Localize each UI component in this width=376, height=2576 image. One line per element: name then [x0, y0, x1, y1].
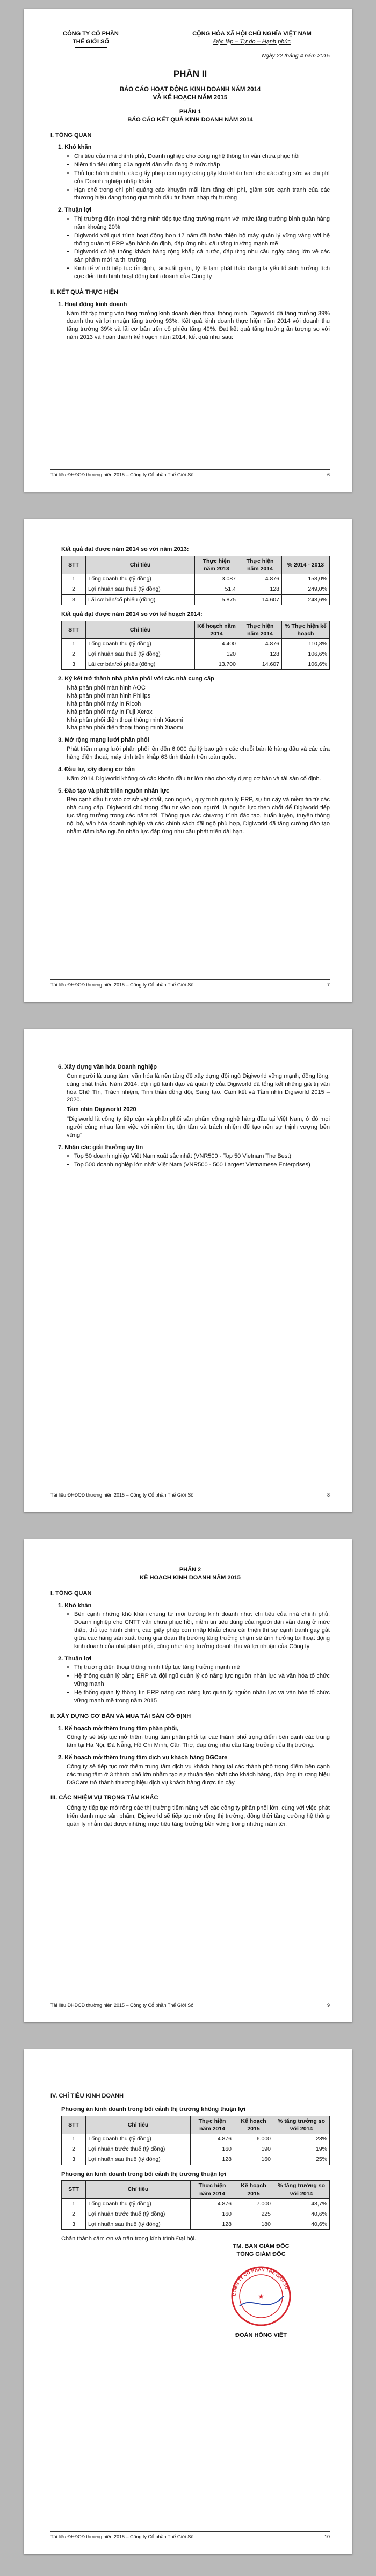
- column-header: Kế hoạch 2015: [234, 2116, 273, 2134]
- paragraph: Công ty sẽ tiếp tục mở thêm trung tâm dịch vụ khách hàng tại các thành phố trọng điểm bên cạnh các trung tâm ở 3 thành phố lớn nhằm tạo sự thuận tiện nhất cho khách hàng, đáp ứng thương hiệu DGCare trở thành thương hiệu dịch vụ khách hàng được tin cậy.: [67, 1763, 330, 1786]
- table-cell: 160: [191, 2144, 234, 2154]
- list-item: Nhà phân phối màn hình AOC: [67, 685, 146, 692]
- subsection-heading: 2. Kế hoạch mở thêm trung tâm dịch vụ khách hàng DGCare: [58, 1754, 228, 1761]
- subsection-heading: 1. Hoạt động kinh doanh: [58, 301, 127, 308]
- footer-text: Tài liệu ĐHĐCĐ thường niên 2015 – Công ty Cổ phần Thế Giới Số: [50, 982, 194, 988]
- table-row: [62, 2154, 330, 2165]
- list-item: Nhà phân phối màn hình Philips: [67, 693, 150, 700]
- closing-line: Chân thành cảm ơn và trân trọng kính trình Đại hội.: [61, 2236, 197, 2243]
- table-cell: 40,6%: [273, 2219, 330, 2230]
- table-cell: 180: [234, 2219, 273, 2230]
- table-cell: 2: [62, 2209, 86, 2219]
- column-header: Chỉ tiêu: [86, 621, 195, 638]
- stamp-ring-text: CÔNG TY CỔ PHẦN THẾ GIỚI SỐ: [231, 2266, 290, 2296]
- footer-text: Tài liệu ĐHĐCĐ thường niên 2015 – Công ty Cổ phần Thế Giới Số: [50, 1492, 194, 1498]
- list-item: • Niềm tin tiêu dùng của người dân vẫn đang ở mức thấp: [74, 161, 330, 169]
- subsection-heading: 1. Kế hoạch mở thêm trung tâm phân phối,: [58, 1725, 179, 1732]
- list-item: • Top 500 doanh nghiệp lớn nhất Việt Nam (VNR500 - 500 Largest Vietnamese Enterprises): [74, 1161, 330, 1169]
- table-cell: 40,6%: [273, 2209, 330, 2219]
- paragraph: Con người là trung tâm, văn hóa là nền tảng để xây dựng đội ngũ Digiworld vững mạnh, đồng lòng, cùng phát triển. Năm 2014, đội ngũ lãnh đạo và quản lý của Digiworld đã tổng kết những giá trị văn hóa Chữ Tín, Trách nhiệm, Tinh thần đồng đội, Sáng tạo. Cam kết và Tầm nhìn Digiworld 2015 – 2020.: [67, 1072, 330, 1104]
- table-cell: 14.607: [238, 594, 282, 605]
- list-item: • Thủ tục hành chính, các giấy phép con ngày càng gây khó khăn hơn cho các công sức và chi phí của Doanh nghiệp nhập khẩu: [74, 170, 330, 186]
- table-cell: 2: [62, 2144, 86, 2154]
- page-6: [24, 9, 352, 492]
- table-cell: Lợi nhuận sau thuế (tỷ đồng): [86, 649, 195, 659]
- table-cell: 3: [62, 594, 86, 605]
- column-header: STT: [62, 621, 86, 638]
- column-header: Chỉ tiêu: [86, 556, 195, 574]
- list-item: Nhà phân phối máy in Ricoh: [67, 700, 141, 707]
- subsection-heading: 2. Ký kết trở thành nhà phân phối với các nhà cung cấp: [58, 676, 214, 683]
- column-header: % tăng trưởng so với 2014: [273, 2181, 330, 2198]
- table-cell: Tổng doanh thu (tỷ đồng): [86, 2134, 191, 2144]
- column-header: Kế hoạch năm 2014: [195, 621, 238, 638]
- table-row: [62, 2219, 330, 2230]
- table-cell: 3: [62, 659, 86, 670]
- table-cell: 128: [238, 649, 282, 659]
- table-cell: 3: [62, 2154, 86, 2165]
- list-item: • Thị trường điện thoại thông minh tiếp tục tăng trưởng mạnh mẽ: [74, 1664, 330, 1672]
- paragraph: Năm tốt tập trung vào tăng trưởng kinh doanh điện thoại thông minh. Digiworld đã tăng trưởng 39% doanh thu và lợi nhuận tăng trưởng 93%. Kết quả kinh doanh thực hiện năm 2014 với doanh thu tăng trưởng 39% và lãi cơ bản trên cổ phiếu tăng 49%. Đạt kết quả tăng trưởng ấn tượng so với năm 2013 và hoàn thành kế hoạch năm 2014, kết quả như sau:: [67, 310, 330, 341]
- table-header-row: [62, 2116, 330, 2134]
- page-number: 6: [327, 471, 330, 477]
- table-cell: 1: [62, 638, 86, 649]
- column-header: Thực hiện năm 2013: [195, 556, 238, 574]
- table-row: [62, 574, 330, 584]
- table-caption: Kết quả đạt được năm 2014 so với kế hoạch 2014:: [61, 611, 203, 618]
- table-cell: 120: [195, 649, 238, 659]
- table-cell: 110,8%: [282, 638, 330, 649]
- table-cell: 6.000: [234, 2134, 273, 2144]
- section-heading: IV. CHỈ TIÊU KINH DOANH: [50, 2093, 124, 2099]
- advantages-list: [50, 215, 330, 281]
- list-item: • Digiworld với quá trình hoạt động hơn 17 năm đã hoàn thiện bộ máy quản lý vững vàng với hệ thống quản trị ERP vận hành ổn định, đáp ứng nhu cầu tăng trưởng mạnh mẽ: [74, 232, 330, 248]
- signer-role: TM. BAN GIÁM ĐỐC: [233, 2243, 290, 2250]
- list-item: • Thị trường điện thoại thông minh tiếp tục tăng trưởng mạnh với mức tăng trưởng bình quân hàng năm khoảng 20%: [74, 215, 330, 231]
- table-header-row: [62, 621, 330, 638]
- table-cell: 225: [234, 2209, 273, 2219]
- list-item: • Top 50 doanh nghiệp Việt Nam xuất sắc nhất (VNR500 - Top 50 Vietnam The Best): [74, 1152, 330, 1160]
- table-header-row: [62, 556, 330, 574]
- table-cell: 3: [62, 2219, 86, 2230]
- table-cell: 19%: [273, 2144, 330, 2154]
- page-number: 7: [327, 982, 330, 988]
- table-cell: 4.876: [191, 2134, 234, 2144]
- column-header: Thực hiện năm 2014: [238, 556, 282, 574]
- table-cell: 7.000: [234, 2198, 273, 2209]
- vision-heading: Tầm nhìn Digiworld 2020: [67, 1106, 136, 1113]
- column-header: % Thực hiện kế hoạch: [282, 621, 330, 638]
- list-item: • Digiworld có hệ thống khách hàng rộng khắp cả nước, đáp ứng nhu cầu ngày càng lớn về các sản phẩm mới ra thị trường: [74, 248, 330, 264]
- subsection-heading: 3. Mở rộng mạng lưới phân phối: [58, 737, 149, 744]
- part-heading: PHẦN II: [173, 68, 207, 79]
- subsection-heading: 1. Khó khăn: [58, 1602, 92, 1609]
- table-row: [62, 2198, 330, 2209]
- seal-graphic: [229, 2264, 293, 2328]
- page-9: [24, 1539, 352, 2022]
- letterhead: [50, 30, 330, 48]
- company-seal-stamp: [229, 2264, 293, 2328]
- table-cell: 2: [62, 649, 86, 659]
- list-item: • Hệ thống quản lý thông tin ERP nâng cao năng lực quản lý nguồn nhân lực và văn hóa tổ chức vững mạnh mẽ trong năm 2015: [74, 1689, 330, 1705]
- paragraph: Công ty tiếp tục mở rộng các thị trường tiềm năng với các công ty phân phối lớn, cùng với việc phát triển danh mục sản phẩm, Digiworld sẽ tiếp tục mở rộng thị trường, đồng thời tăng cường hệ thống quản lý nhằm đạt được những mục tiêu tăng trưởng bền vững trong những năm tới.: [67, 1805, 330, 1827]
- page-8: [24, 1029, 352, 1512]
- list-item: Nhà phân phối điện thoại thông minh Xiaomi: [67, 724, 183, 731]
- list-item: • Kinh tế vĩ mô tiếp tục ổn định, lãi suất giảm, tỷ lệ lạm phát thấp đang là yếu tố ảnh hưởng tích cực đến tình hình hoạt động kinh doanh của Công ty: [74, 265, 330, 281]
- chapter-label: PHẦN 1: [179, 108, 201, 115]
- table-cell: 14.607: [238, 659, 282, 670]
- table-cell: Lợi nhuận sau thuế (tỷ đồng): [86, 584, 195, 594]
- plan-favorable-table: [61, 2180, 330, 2230]
- table-row: [62, 2209, 330, 2219]
- paragraph: Bên cạnh đầu tư vào cơ sở vật chất, con người, quy trình quản lý ERP, sự tin cậy và niềm tin từ các nhà cung cấp, Digiworld chú trọng đầu tư vào con người, là nguồn lực then chốt để Digiworld tiếp tục tăng trưởng trong các năm tới. Thông qua các chương trình đào tạo, huấn luyện, truyền thông nội bộ, văn hóa doanh nghiệp và các chính sách đãi ngộ phù hợp, Digiworld đã tăng cường đào tạo nhằm đảm bảo nguồn nhân lực đáp ứng nhu cầu phát triển dài hạn.: [67, 796, 330, 835]
- table-caption: Phương án kinh doanh trong bối cảnh thị trường không thuận lợi: [61, 2106, 246, 2113]
- table-cell: Lợi nhuận trước thuế (tỷ đồng): [86, 2144, 191, 2154]
- page-7: [24, 519, 352, 1002]
- table-cell: 160: [234, 2154, 273, 2165]
- footer-text: Tài liệu ĐHĐCĐ thường niên 2015 – Công ty Cổ phần Thế Giới Số: [50, 2534, 194, 2539]
- table-header-row: [62, 2181, 330, 2198]
- subsection-heading: 1. Khó khăn: [58, 144, 92, 151]
- plan-unfavorable-table: [61, 2116, 330, 2165]
- results-2014-vs-2013-table: [61, 556, 330, 605]
- column-header: Chỉ tiêu: [86, 2181, 191, 2198]
- table-row: [62, 638, 330, 649]
- nation-motto: Độc lập – Tự do – Hạnh phúc: [213, 38, 291, 45]
- page-footer: [50, 979, 330, 988]
- list-item: Nhà phân phối điện thoại thông minh Xiaomi: [67, 716, 183, 723]
- list-item: Nhà phân phối máy in Fuji Xerox: [67, 708, 153, 715]
- table-row: [62, 2134, 330, 2144]
- table-cell: 4.400: [195, 638, 238, 649]
- table-caption: Phương án kinh doanh trong bối cảnh thị trường thuận lợi: [61, 2171, 227, 2178]
- section-heading: II. XÂY DỰNG CƠ BẢN VÀ MUA TÀI SẢN CỐ ĐỊNH: [50, 1713, 191, 1719]
- signature-block: [207, 2243, 315, 2340]
- awards-list: [50, 1152, 330, 1169]
- table-cell: 25%: [273, 2154, 330, 2165]
- table-caption: Kết quả đạt được năm 2014 so với năm 2013:: [61, 546, 189, 553]
- signer-title: TỔNG GIÁM ĐỐC: [236, 2251, 286, 2258]
- table-cell: Lợi nhuận sau thuế (tỷ đồng): [86, 2219, 191, 2230]
- column-header: STT: [62, 2181, 86, 2198]
- column-header: Thực hiện năm 2014: [238, 621, 282, 638]
- table-cell: 106,6%: [282, 659, 330, 670]
- table-cell: Tổng doanh thu (tỷ đồng): [86, 638, 195, 649]
- table-cell: Lãi cơ bản/cổ phiếu (đồng): [86, 594, 195, 605]
- table-cell: 43,7%: [273, 2198, 330, 2209]
- table-row: [62, 659, 330, 670]
- page-footer: [50, 469, 330, 478]
- column-header: Chỉ tiêu: [86, 2116, 191, 2134]
- chapter-title: KẾ HOẠCH KINH DOANH NĂM 2015: [140, 1574, 241, 1581]
- table-cell: Tổng doanh thu (tỷ đồng): [86, 574, 195, 584]
- svg-text:★: ★: [258, 2293, 264, 2300]
- org-name-line1: CÔNG TY CỔ PHẦN: [63, 31, 119, 37]
- section-heading: I. TỔNG QUAN: [50, 1590, 92, 1597]
- table-cell: 190: [234, 2144, 273, 2154]
- list-item: • Hệ thống quản lý bằng ERP và đội ngũ quản lý có năng lực nguồn nhân lực và văn hóa tổ chức vững mạnh: [74, 1672, 330, 1688]
- subsection-heading: 5. Đào tạo và phát triển nguồn nhân lực: [58, 787, 170, 794]
- list-item: • Chi tiêu của nhà chính phủ, Doanh nghiệp cho công nghệ thông tin vẫn chưa phục hồi: [74, 153, 330, 161]
- table-row: [62, 2144, 330, 2154]
- paragraph: Phát triển mạng lưới phân phối lên đến 6.000 đại lý bao gồm các chuỗi bán lẻ hàng đầu và các cửa hàng điện thoại, máy tính trên khắp 63 tỉnh thành trên toàn quốc.: [67, 746, 330, 760]
- footer-text: Tài liệu ĐHĐCĐ thường niên 2015 – Công ty Cổ phần Thế Giới Số: [50, 2002, 194, 2008]
- table-cell: 160: [191, 2209, 234, 2219]
- list-item: • Hạn chế trong chi phí quảng cáo khuyến mãi làm tăng chi phí, giảm sức cạnh tranh của các thương hiệu đang trong quá trình đầu tư thâm nhập thị trường: [74, 186, 330, 202]
- subsection-heading: 4. Đầu tư, xây dựng cơ bản: [58, 766, 135, 773]
- chapter-label: PHẦN 2: [179, 1566, 201, 1573]
- table-cell: 1: [62, 574, 86, 584]
- page-footer: [50, 2000, 330, 2008]
- page-number: 9: [327, 2002, 330, 2008]
- subsection-heading: 7. Nhận các giải thưởng uy tín: [58, 1144, 143, 1151]
- difficulties-list: [50, 153, 330, 202]
- page-footer: [50, 2531, 330, 2540]
- table-row: [62, 649, 330, 659]
- distributor-list: [67, 684, 330, 732]
- column-header: Thực hiện năm 2014: [191, 2116, 234, 2134]
- table-cell: 106,6%: [282, 649, 330, 659]
- signer-name: ĐOÀN HỒNG VIỆT: [235, 2332, 287, 2339]
- subsection-heading: 2. Thuận lợi: [58, 207, 92, 214]
- column-header: STT: [62, 2116, 86, 2134]
- nation-title: CỘNG HÒA XÃ HỘI CHỦ NGHĨA VIỆT NAM: [192, 31, 312, 37]
- table-cell: Lãi cơ bản/cổ phiếu (đồng): [86, 659, 195, 670]
- column-header: STT: [62, 556, 86, 574]
- paragraph: Công ty sẽ tiếp tục mở thêm trung tâm phân phối tại các thành phố trọng điểm bên cạnh các trung tâm tại Hà Nội, Đà Nẵng, Hồ Chí Minh, Cần Thơ, đáp ứng nhu cầu tăng trưởng của thị trường.: [67, 1734, 330, 1749]
- column-header: Thực hiện năm 2014: [191, 2181, 234, 2198]
- table-cell: 2: [62, 584, 86, 594]
- page-number: 10: [324, 2534, 330, 2539]
- footer-text: Tài liệu ĐHĐCĐ thường niên 2015 – Công ty Cổ phần Thế Giới Số: [50, 471, 194, 477]
- table-cell: 249,0%: [282, 584, 330, 594]
- results-2014-vs-plan-table: [61, 621, 330, 670]
- table-cell: 3.087: [195, 574, 238, 584]
- org-name-line2: THẾ GIỚI SỐ: [72, 38, 110, 45]
- chapter-title: BÁO CÁO KẾT QUẢ KINH DOANH NĂM 2014: [127, 116, 253, 123]
- section-heading: I. TỔNG QUAN: [50, 132, 92, 139]
- document-date: Ngày 22 tháng 4 năm 2015: [262, 52, 330, 59]
- table-cell: 23%: [273, 2134, 330, 2144]
- column-header: Kế hoạch 2015: [234, 2181, 273, 2198]
- page-number: 8: [327, 1492, 330, 1498]
- table-cell: Lợi nhuận trước thuế (tỷ đồng): [86, 2209, 191, 2219]
- table-cell: 1: [62, 2134, 86, 2144]
- table-cell: 128: [191, 2154, 234, 2165]
- table-cell: 158,0%: [282, 574, 330, 584]
- table-cell: 4.876: [238, 638, 282, 649]
- table-cell: 51,4: [195, 584, 238, 594]
- column-header: % 2014 - 2013: [282, 556, 330, 574]
- column-header: % tăng trưởng so với 2014: [273, 2116, 330, 2134]
- table-cell: 4.876: [238, 574, 282, 584]
- difficulties-list: [50, 1610, 330, 1650]
- subsection-heading: 6. Xây dựng văn hóa Doanh nghiệp: [58, 1064, 157, 1070]
- table-cell: 4.876: [191, 2198, 234, 2209]
- table-cell: 248,6%: [282, 594, 330, 605]
- table-cell: 128: [191, 2219, 234, 2230]
- report-title-line2: VÀ KẾ HOẠCH NĂM 2015: [153, 95, 228, 101]
- subsection-heading: 2. Thuận lợi: [58, 1655, 92, 1662]
- table-cell: 1: [62, 2198, 86, 2209]
- table-cell: 5.875: [195, 594, 238, 605]
- table-cell: Lợi nhuận sau thuế (tỷ đồng): [86, 2154, 191, 2165]
- table-cell: 128: [238, 584, 282, 594]
- paragraph: Năm 2014 Digiworld không có các khoản đầu tư lớn nào cho xây dựng cơ bản và tài sản cố định.: [67, 775, 321, 782]
- vision-quote: "Digiworld là công ty tiếp cận và phân phối sản phẩm công nghệ hàng đầu tại Việt Nam, ở đó mọi người cùng nhau làm việc với niềm tin, tận tâm và trách nhiệm để tạo nên sự thịnh vượng bền vững": [67, 1116, 330, 1138]
- page-footer: [50, 1490, 330, 1498]
- table-cell: 13.700: [195, 659, 238, 670]
- section-heading: III. CÁC NHIỆM VỤ TRỌNG TÂM KHÁC: [50, 1795, 158, 1802]
- page-10: [24, 2049, 352, 2554]
- table-row: [62, 584, 330, 594]
- advantages-list: [50, 1664, 330, 1704]
- table-cell: Tổng doanh thu (tỷ đồng): [86, 2198, 191, 2209]
- table-row: [62, 594, 330, 605]
- section-heading: II. KẾT QUẢ THỰC HIỆN: [50, 288, 118, 295]
- report-title: BÁO CÁO HOẠT ĐỘNG KINH DOANH NĂM 2014: [119, 86, 261, 93]
- list-item: • Bên cạnh những khó khăn chung từ môi trường kinh doanh như: chi tiêu của nhà chính phủ, Doanh nghiệp cho CNTT vẫn chưa phục hồi, niềm tin tiêu dùng của người dân vẫn đang ở mức thấp, thủ tục hành chính, các giấy phép con nhập khẩu chưa cải thiện thì sự cạnh tranh gay gắt giữa các hãng sản xuất trong giai đoạn thị trường tăng trưởng chậm sẽ ảnh hưởng tới hoạt động kinh doanh của nhà phân phối, cũng như tăng trưởng doanh thu và lợi nhuận của Công ty: [74, 1610, 330, 1650]
